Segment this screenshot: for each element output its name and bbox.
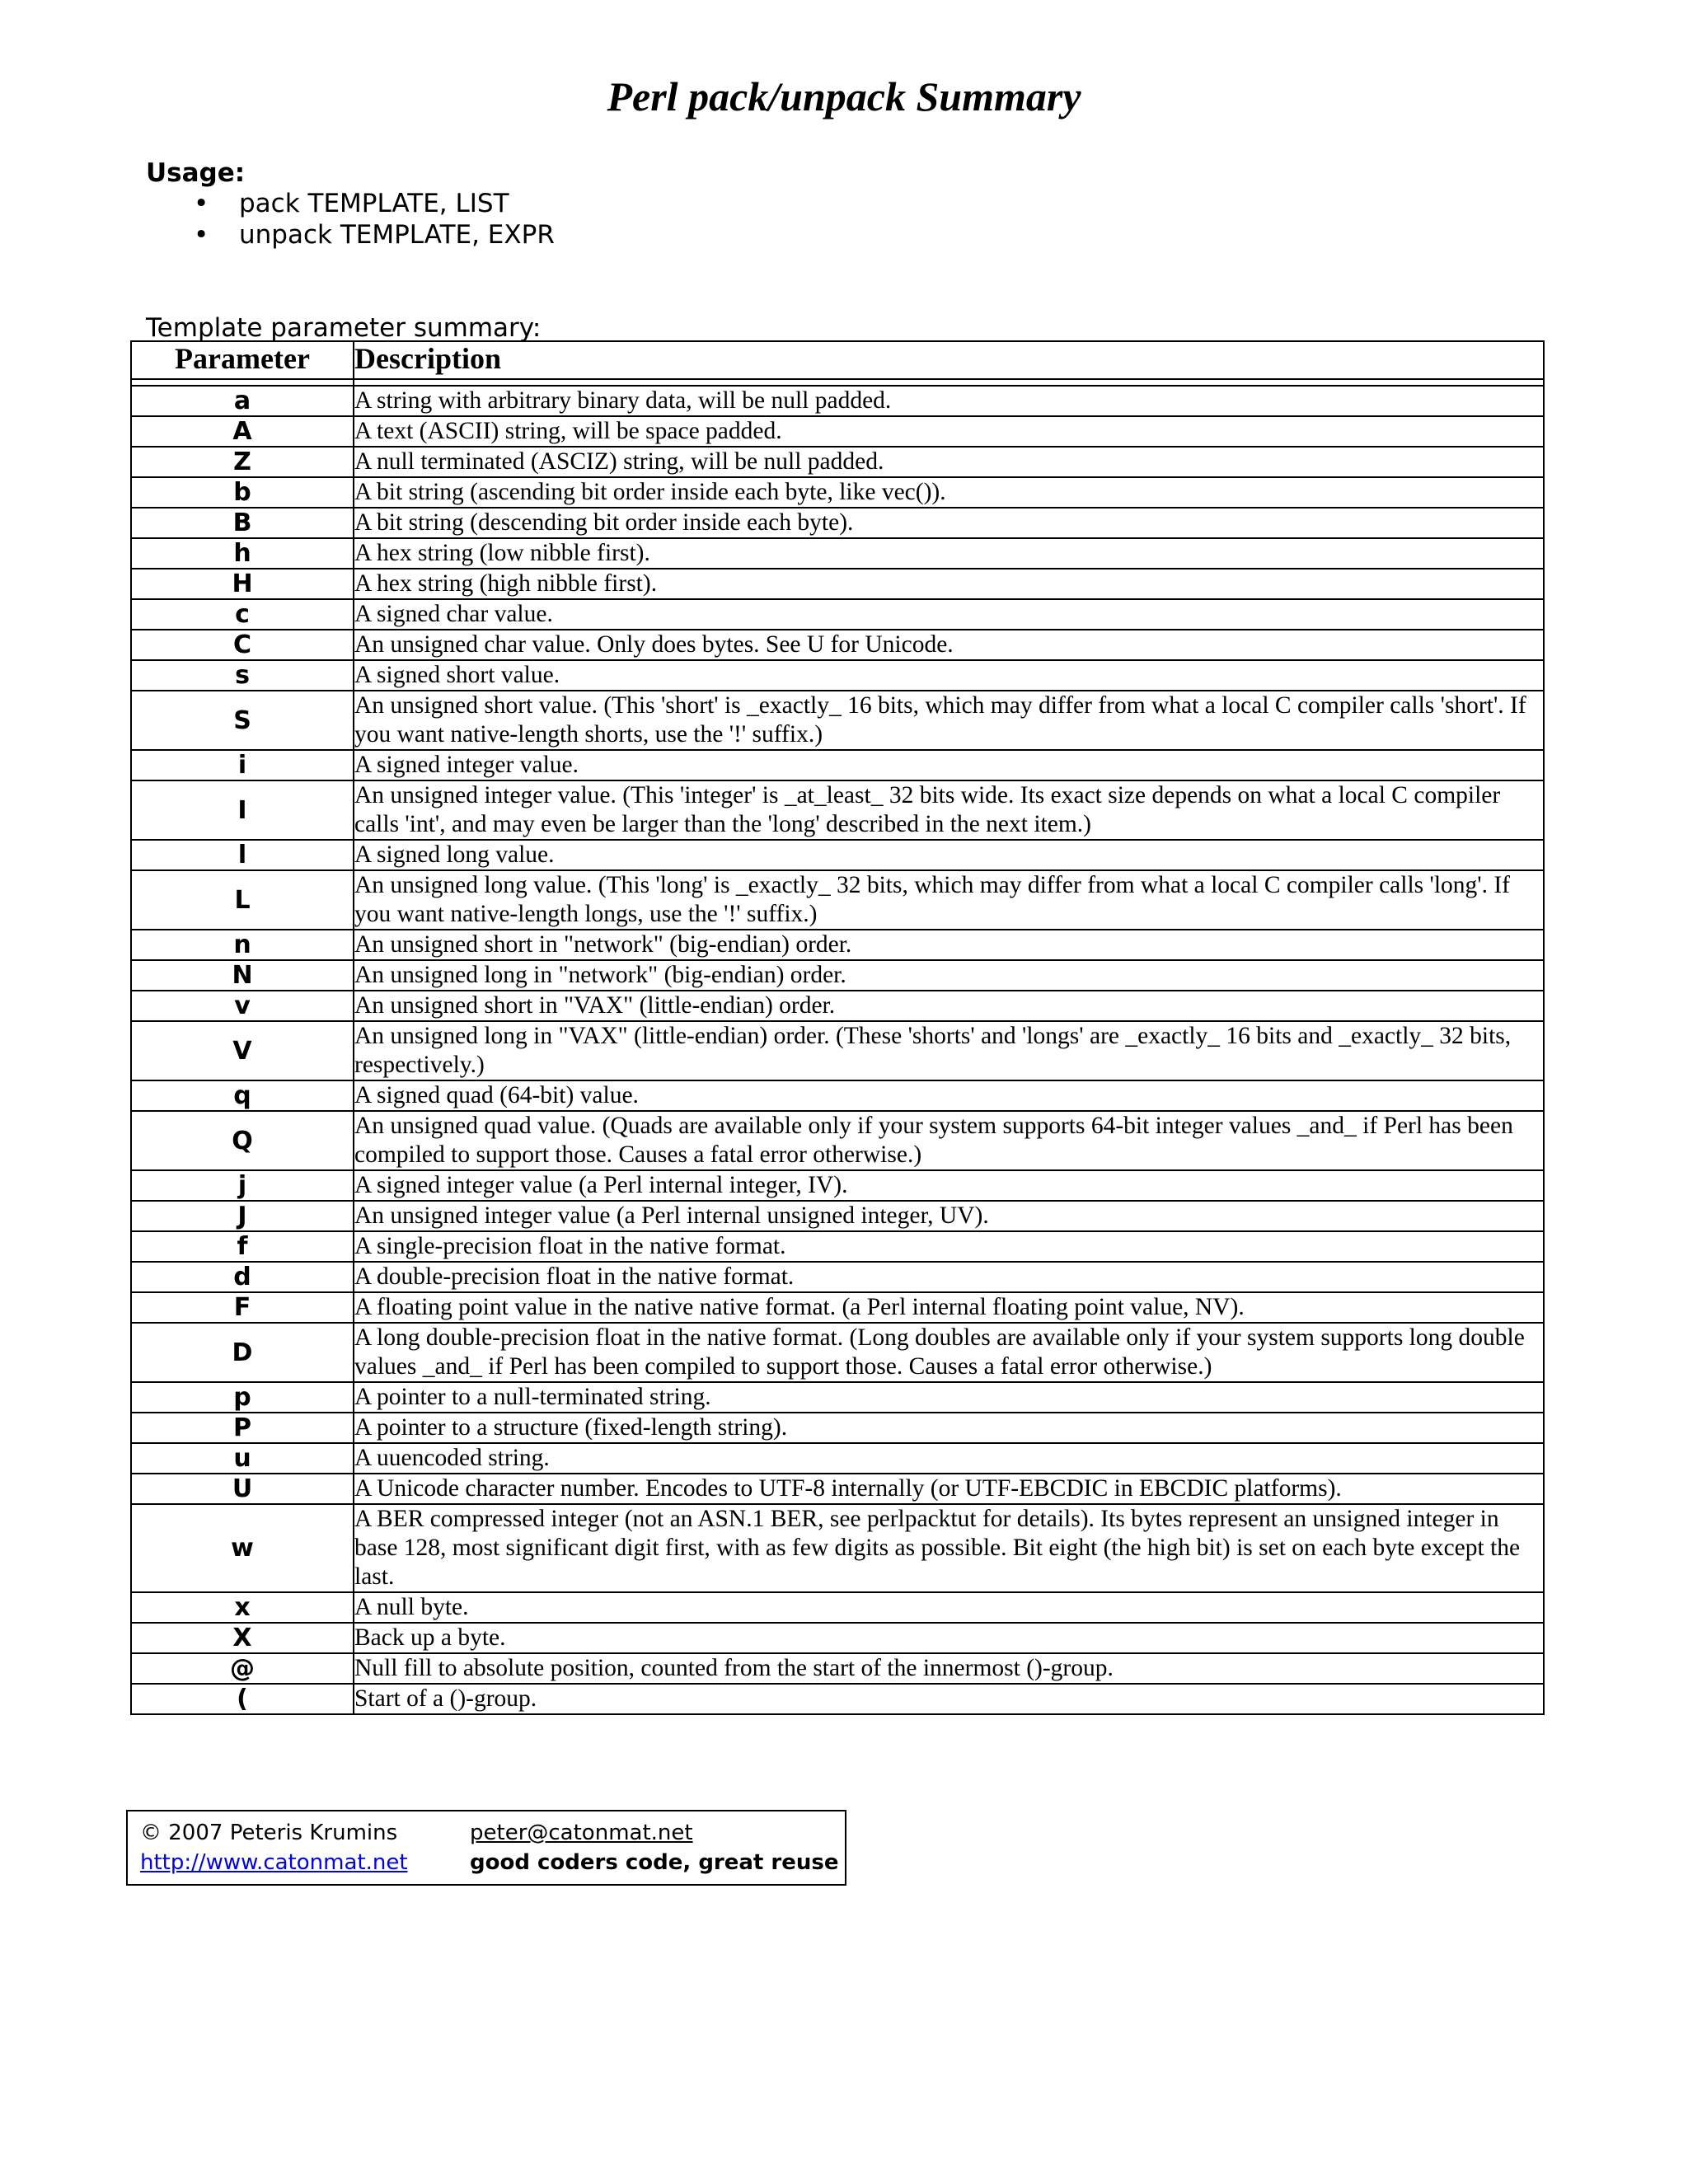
parameter-table xyxy=(130,340,1545,1715)
usage-item xyxy=(194,219,555,251)
table-row xyxy=(131,1592,1544,1623)
parameter-code: v xyxy=(131,991,354,1021)
email-link[interactable]: peter@catonmat.net xyxy=(470,1821,693,1845)
parameter-description: A double-precision float in the native format. xyxy=(354,1262,1544,1292)
parameter-description: An unsigned integer value (a Perl internal unsigned integer, UV). xyxy=(354,1201,1544,1231)
footer-box xyxy=(126,1810,846,1886)
parameter-description: A hex string (low nibble first). xyxy=(354,538,1544,569)
parameter-description: A signed char value. xyxy=(354,599,1544,630)
table-row xyxy=(131,1653,1544,1684)
parameter-description: A hex string (high nibble first). xyxy=(354,569,1544,599)
parameter-code: s xyxy=(131,660,354,691)
table-row xyxy=(131,1292,1544,1323)
parameter-description: An unsigned short in "VAX" (little-endian) order. xyxy=(354,991,1544,1021)
table-row xyxy=(131,1382,1544,1413)
parameter-description: A signed quad (64-bit) value. xyxy=(354,1080,1544,1111)
table-row xyxy=(131,960,1544,991)
parameter-code: i xyxy=(131,750,354,780)
parameter-description: A string with arbitrary binary data, will be null padded. xyxy=(354,386,1544,416)
table-row xyxy=(131,870,1544,930)
parameter-code: ( xyxy=(131,1684,354,1714)
parameter-description: An unsigned char value. Only does bytes. See U for Unicode. xyxy=(354,630,1544,660)
parameter-description: Null fill to absolute position, counted from the start of the innermost ()-group. xyxy=(354,1653,1544,1684)
parameter-description: A single-precision float in the native format. xyxy=(354,1231,1544,1262)
table-row xyxy=(131,780,1544,840)
parameter-code: V xyxy=(131,1021,354,1080)
table-row xyxy=(131,477,1544,508)
header-spacer-row xyxy=(131,379,1544,386)
parameter-code: A xyxy=(131,416,354,447)
table-row xyxy=(131,930,1544,960)
copyright-text: © 2007 Peteris Krumins xyxy=(140,1821,398,1845)
parameter-code: U xyxy=(131,1474,354,1504)
parameter-description: Back up a byte. xyxy=(354,1623,1544,1653)
parameter-description: A pointer to a null-terminated string. xyxy=(354,1382,1544,1413)
parameter-description: A Unicode character number. Encodes to UTF-8 internally (or UTF-EBCDIC in EBCDIC platforms). xyxy=(354,1474,1544,1504)
footer-motto: good coders code, great reuse xyxy=(470,1850,839,1875)
table-row xyxy=(131,750,1544,780)
table-row xyxy=(131,1080,1544,1111)
parameter-description: A BER compressed integer (not an ASN.1 BER, see perlpacktut for details). Its bytes represent an unsigned integer in base 128, most significant digit first, with as few digits as possible. Bit eight (the high bit) is set on each byte except the last. xyxy=(354,1504,1544,1592)
parameter-code: J xyxy=(131,1201,354,1231)
parameter-code: C xyxy=(131,630,354,660)
table-row xyxy=(131,660,1544,691)
parameter-code: S xyxy=(131,691,354,750)
parameter-code: @ xyxy=(131,1653,354,1684)
table-row xyxy=(131,1504,1544,1592)
parameter-code: p xyxy=(131,1382,354,1413)
parameter-description: An unsigned long value. (This 'long' is _exactly_ 32 bits, which may differ from what a local C compiler calls 'long'. If you want native-length longs, use the '!' suffix.) xyxy=(354,870,1544,930)
parameter-code: F xyxy=(131,1292,354,1323)
table-row xyxy=(131,1443,1544,1474)
table-row xyxy=(131,1201,1544,1231)
parameter-description: A uuencoded string. xyxy=(354,1443,1544,1474)
parameter-code: X xyxy=(131,1623,354,1653)
parameter-description: An unsigned quad value. (Quads are available only if your system supports 64-bit integer values _and_ if Perl has been compiled to support those. Causes a fatal error otherwise.) xyxy=(354,1111,1544,1170)
table-row xyxy=(131,508,1544,538)
page-title: Perl pack/unpack Summary xyxy=(607,73,1081,120)
parameter-description: Start of a ()-group. xyxy=(354,1684,1544,1714)
parameter-code: j xyxy=(131,1170,354,1201)
table-row xyxy=(131,538,1544,569)
table-row xyxy=(131,840,1544,870)
table-row xyxy=(131,1231,1544,1262)
parameter-description: An unsigned long in "network" (big-endian) order. xyxy=(354,960,1544,991)
parameter-code: l xyxy=(131,840,354,870)
parameter-code: B xyxy=(131,508,354,538)
table-row xyxy=(131,1262,1544,1292)
parameter-table-body xyxy=(131,379,1544,1714)
parameter-code: P xyxy=(131,1413,354,1443)
parameter-code: I xyxy=(131,780,354,840)
table-header-row xyxy=(131,341,1544,379)
table-row xyxy=(131,386,1544,416)
table-row xyxy=(131,1170,1544,1201)
parameter-code: d xyxy=(131,1262,354,1292)
table-row xyxy=(131,630,1544,660)
table-row xyxy=(131,1323,1544,1382)
usage-item-text: unpack TEMPLATE, EXPR xyxy=(239,220,555,250)
parameter-code: x xyxy=(131,1592,354,1623)
website-link[interactable]: http://www.catonmat.net xyxy=(140,1850,408,1875)
table-row xyxy=(131,1021,1544,1080)
usage-heading: Usage: xyxy=(146,158,246,188)
parameter-description: An unsigned integer value. (This 'integer' is _at_least_ 32 bits wide. Its exact size depends on what a local C compiler calls 'int', and may even be larger than the 'long' described in the next item.) xyxy=(354,780,1544,840)
parameter-description: A pointer to a structure (fixed-length string). xyxy=(354,1413,1544,1443)
parameter-description: A floating point value in the native native format. (a Perl internal floating point value, NV). xyxy=(354,1292,1544,1323)
table-row xyxy=(131,1111,1544,1170)
table-row xyxy=(131,1684,1544,1714)
parameter-code: H xyxy=(131,569,354,599)
parameter-code: h xyxy=(131,538,354,569)
parameter-code: n xyxy=(131,930,354,960)
parameter-code: w xyxy=(131,1504,354,1592)
parameter-code: Q xyxy=(131,1111,354,1170)
parameter-code: q xyxy=(131,1080,354,1111)
bullet-icon: • xyxy=(194,189,209,218)
table-row xyxy=(131,1474,1544,1504)
parameter-description: A signed integer value. xyxy=(354,750,1544,780)
bullet-icon: • xyxy=(194,220,209,250)
column-header-description: Description xyxy=(354,341,1544,379)
parameter-code: f xyxy=(131,1231,354,1262)
parameter-description: A text (ASCII) string, will be space padded. xyxy=(354,416,1544,447)
table-row xyxy=(131,447,1544,477)
parameter-description: A bit string (ascending bit order inside each byte, like vec()). xyxy=(354,477,1544,508)
parameter-description: A null terminated (ASCIZ) string, will be null padded. xyxy=(354,447,1544,477)
parameter-description: A bit string (descending bit order inside each byte). xyxy=(354,508,1544,538)
parameter-description: An unsigned long in "VAX" (little-endian) order. (These 'shorts' and 'longs' are _exactly_ 16 bits and _exactly_ 32 bits, respectively.) xyxy=(354,1021,1544,1080)
template-summary-label: Template parameter summary: xyxy=(146,313,542,343)
parameter-description: A long double-precision float in the native format. (Long doubles are available only if your system supports long double values _and_ if Perl has been compiled to support those. Causes a fatal error otherwise.) xyxy=(354,1323,1544,1382)
table-row xyxy=(131,599,1544,630)
parameter-code: b xyxy=(131,477,354,508)
table-row xyxy=(131,691,1544,750)
usage-item xyxy=(194,188,555,219)
usage-list xyxy=(194,188,555,251)
table-row xyxy=(131,569,1544,599)
parameter-code: a xyxy=(131,386,354,416)
parameter-code: c xyxy=(131,599,354,630)
parameter-code: L xyxy=(131,870,354,930)
parameter-description: An unsigned short in "network" (big-endian) order. xyxy=(354,930,1544,960)
parameter-code: u xyxy=(131,1443,354,1474)
parameter-description: A signed long value. xyxy=(354,840,1544,870)
table-row xyxy=(131,991,1544,1021)
table-row xyxy=(131,1413,1544,1443)
parameter-description: A null byte. xyxy=(354,1592,1544,1623)
parameter-code: D xyxy=(131,1323,354,1382)
parameter-description: A signed integer value (a Perl internal integer, IV). xyxy=(354,1170,1544,1201)
table-row xyxy=(131,416,1544,447)
parameter-code: Z xyxy=(131,447,354,477)
parameter-code: N xyxy=(131,960,354,991)
parameter-description: An unsigned short value. (This 'short' is _exactly_ 16 bits, which may differ from what a local C compiler calls 'short'. If you want native-length shorts, use the '!' suffix.) xyxy=(354,691,1544,750)
table-row xyxy=(131,1623,1544,1653)
column-header-parameter: Parameter xyxy=(131,341,354,379)
parameter-description: A signed short value. xyxy=(354,660,1544,691)
usage-item-text: pack TEMPLATE, LIST xyxy=(239,189,509,218)
